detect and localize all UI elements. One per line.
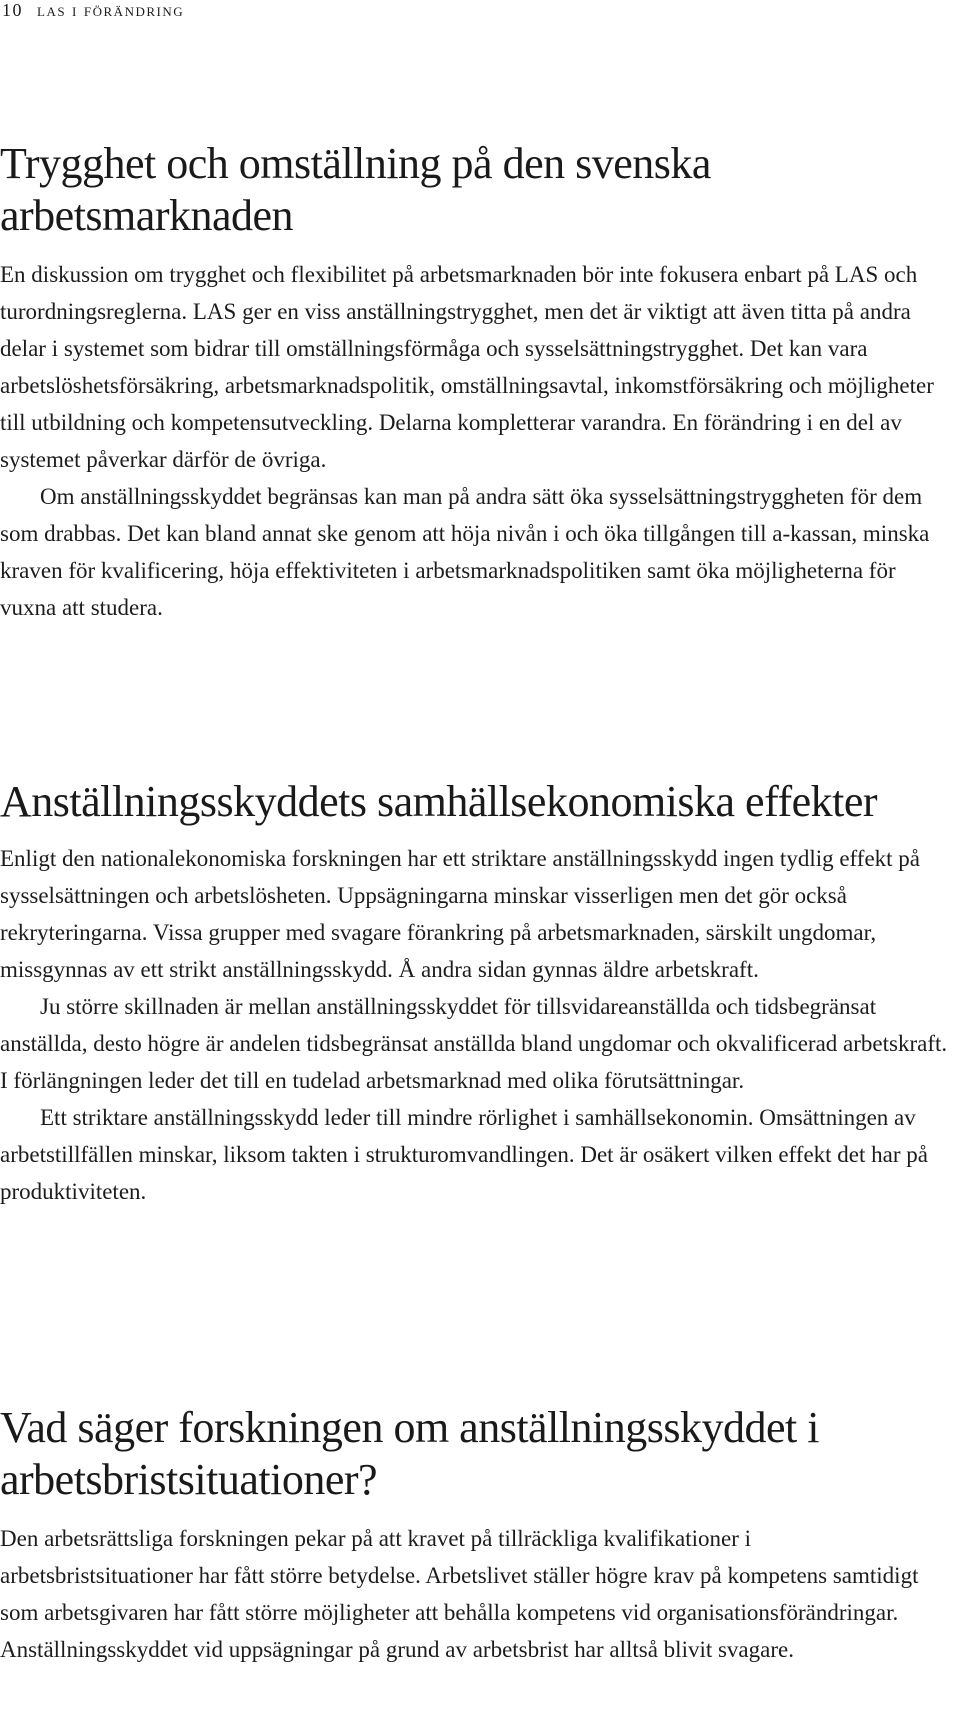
paragraph: Den arbetsrättsliga forskningen pekar på att kravet på tillräckliga kvalifikationer i arbetsbristsituationer har fått större betydelse. Arbetslivet ställer högre krav på kompetens samtidigt som arbetsgivaren har fått större möjligheter att behålla kompetens vid organisationsförändringar. Anställningsskyddet vid uppsägningar på grund av arbetsbrist har alltså blivit svagare. <box>0 1526 919 1662</box>
section-trygghet-och-omstallning <box>0 138 948 626</box>
paragraph: En diskussion om trygghet och flexibilitet på arbetsmarknaden bör inte fokusera enbart på LAS och turordningsreglerna. LAS ger en viss anställningstrygghet, men det är viktigt att även titta på andra delar i systemet som bidrar till omställningsförmåga och sysselsättningstrygghet. Det kan vara arbetslöshetsförsäkring, arbetsmarknadspolitik, omställningsavtal, inkomstförsäkring och möjligheter till utbildning och kompetensutveckling. Delarna kompletterar varandra. En förändring i en del av systemet påverkar därför de övriga. <box>0 262 934 472</box>
running-header <box>2 0 184 20</box>
section-heading: Vad säger forskningen om anställningsskyddet i arbetsbristsituationer? <box>0 1403 819 1504</box>
section-forskningen-arbetsbrist <box>0 1402 948 1668</box>
section-samhallsekonomiska-effekter <box>0 776 948 1210</box>
section-heading: Anställningsskyddets samhällsekonomiska effekter <box>0 777 878 826</box>
paragraph: Ju större skillnaden är mellan anställningsskyddet för tillsvidareanställda och tidsbegränsat anställda, desto högre är andelen tidsbegränsat anställda bland ungdomar och okvalificerad arbetskraft. I förlängningen leder det till en tudelad arbetsmarknad med olika förutsättningar. <box>0 994 948 1093</box>
running-title: las i förändring <box>37 0 185 20</box>
section-heading: Trygghet och omställning på den svenska arbetsmarknaden <box>0 139 711 240</box>
paragraph: Om anställningsskyddet begränsas kan man på andra sätt öka sysselsättningstryggheten för dem som drabbas. Det kan bland annat ske genom att höja nivån i och öka tillgången till a-kassan, minska kraven för kvalificering, höja effektiviteten i arbetsmarknadspolitiken samt öka möjligheterna för vuxna att studera. <box>0 484 930 620</box>
paragraph: Enligt den nationalekonomiska forskningen har ett striktare anställningsskydd ingen tydlig effekt på sysselsättningen och arbetslösheten. Uppsägningarna minskar visserligen men det gör också rekryteringarna. Vissa grupper med svagare förankring på arbetsmarknaden, särskilt ungdomar, missgynnas av ett strikt anställningsskydd. Å andra sidan gynnas äldre arbetskraft. <box>0 846 921 982</box>
paragraph: Ett striktare anställningsskydd leder till mindre rörlighet i samhällsekonomin. Omsättningen av arbetstillfällen minskar, liksom takten i strukturomvandlingen. Det är osäkert vilken effekt det har på produktiviteten. <box>0 1105 928 1204</box>
page-number: 10 <box>2 0 23 20</box>
